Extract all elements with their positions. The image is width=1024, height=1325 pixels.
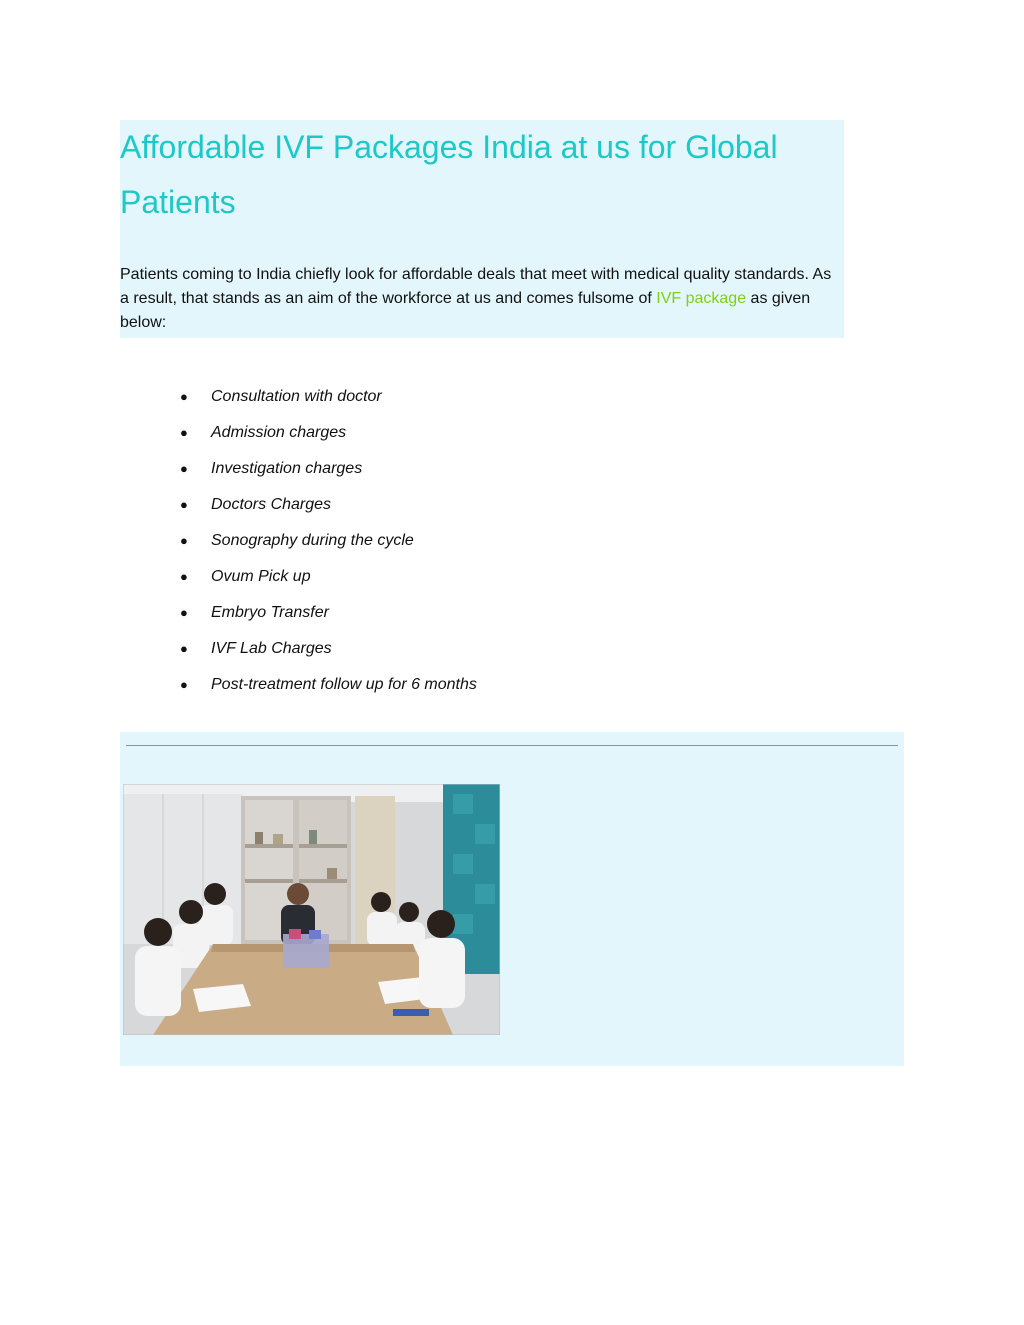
list-item-text: IVF Lab Charges xyxy=(211,640,332,657)
list-item xyxy=(180,528,477,564)
list-item-text: Investigation charges xyxy=(211,460,363,477)
intro-paragraph xyxy=(120,263,844,335)
list-item-text: Admission charges xyxy=(211,424,347,441)
bullet-icon: ● xyxy=(180,677,188,692)
list-item xyxy=(180,672,477,708)
list-item-text: Ovum Pick up xyxy=(211,568,311,585)
bullet-icon: ● xyxy=(180,389,188,404)
list-item xyxy=(180,600,477,636)
horizontal-divider xyxy=(126,745,898,746)
list-item xyxy=(180,492,477,528)
bullet-icon: ● xyxy=(180,533,188,548)
list-item-text: Embryo Transfer xyxy=(211,604,329,621)
bullet-icon: ● xyxy=(180,461,188,476)
list-item xyxy=(180,384,477,420)
list-item xyxy=(180,636,477,672)
team-meeting-photo xyxy=(123,784,500,1035)
bullet-icon: ● xyxy=(180,605,188,620)
page-title: Affordable IVF Packages India at us for Global Patients xyxy=(120,129,778,220)
photo-section xyxy=(120,732,904,1066)
list-item-text: Sonography during the cycle xyxy=(211,532,414,549)
list-item xyxy=(180,456,477,492)
bullet-icon: ● xyxy=(180,425,188,440)
list-item xyxy=(180,420,477,456)
list-item-text: Post-treatment follow up for 6 months xyxy=(211,676,477,693)
list-item-text: Doctors Charges xyxy=(211,496,332,513)
bullet-icon: ● xyxy=(180,497,188,512)
intro-section xyxy=(120,120,844,338)
list-item-text: Consultation with doctor xyxy=(211,388,382,405)
bullet-icon: ● xyxy=(180,641,188,656)
ivf-package-link[interactable]: IVF package xyxy=(656,290,747,307)
intro-text-start: Patients coming to India chiefly look for affordable deals that meet with medical quality standards. As a result, that stands as an aim of the workforce at us and comes fulsome of xyxy=(120,266,832,307)
package-list xyxy=(180,384,477,708)
intro-text-end: as given below: xyxy=(120,290,811,331)
list-item xyxy=(180,564,477,600)
bullet-icon: ● xyxy=(180,569,188,584)
